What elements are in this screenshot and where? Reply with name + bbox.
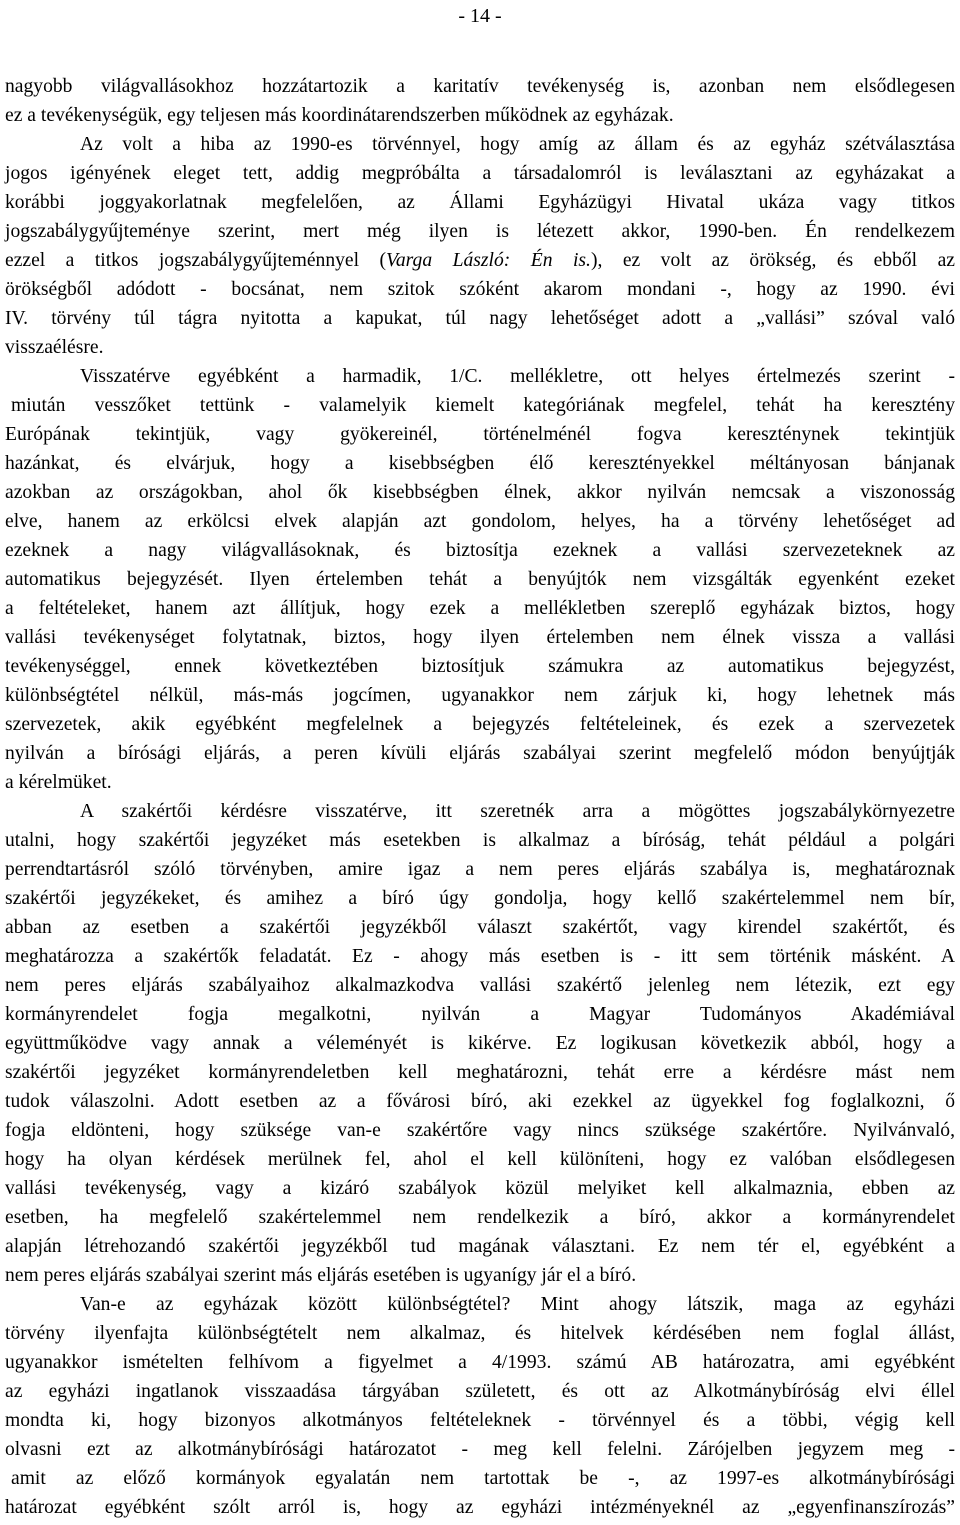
paragraph-3 <box>5 362 955 797</box>
text-line: határozat egyébként szólt arról is, hogy az egyházi intézményeknél az „egyenfinanszírozás” <box>5 1497 955 1518</box>
text-line: nyilván a bírósági eljárás, a peren kívüli eljárás szabályai szerint megfelelő módon benyújtják <box>5 743 955 764</box>
paragraph-4 <box>5 797 955 1290</box>
text-line: olvasni ezt az alkotmánybírósági határozatot - meg kell felelni. Zárójelben jegyzem meg - <box>5 1439 955 1460</box>
text-line: együttműködve vagy annak a véleményét is kikérve. Ez logikusan következik abból, hogy a <box>5 1033 955 1054</box>
text-line: fogja eldönteni, hogy szüksége van-e szakértőre vagy nincs szüksége szakértőre. Nyilvánvaló, <box>5 1120 955 1141</box>
text-line <box>5 246 955 275</box>
text-line: abban az esetben a szakértői jegyzékből választ szakértőt, vagy kirendel szakértőt, és <box>5 917 955 938</box>
text-line: a feltételeket, hanem azt állítjuk, hogy ezek a mellékletben szereplő egyházak biztos, hogy <box>5 598 955 619</box>
text-line: szakértői jegyzéket kormányrendeletben kell meghatározni, tehát erre a kérdésre mást nem <box>5 1062 955 1083</box>
text-line: amit az előző kormányok egyalatán nem tartottak be -, az 1997-es alkotmánybírósági <box>11 1468 955 1489</box>
text-line: Európának tekintjük, vagy gyökereinél, történelménél fogva kereszténynek tekintjük <box>5 424 955 445</box>
text-line: kormányrendelet fogja megalkotni, nyilván a Magyar Tudományos Akadémiával <box>5 1004 955 1025</box>
text-line: utalni, hogy szakértői jegyzéket más esetekben is alkalmaz a bíróság, tehát például a polgári <box>5 830 955 851</box>
text-line: jogszabálygyűjteménye szerint, mert még ilyen is létezett akkor, 1990-ben. Én rendelkezem <box>5 221 955 242</box>
paragraph-5 <box>5 1290 955 1522</box>
paragraph-2 <box>5 130 955 362</box>
text-run: ), ez volt az örökség, és ebből az <box>590 250 955 271</box>
text-line: szakértői jegyzékeket, és amihez a bíró úgy gondolja, hogy kellő szakértelemmel nem bír, <box>5 888 955 909</box>
text-line: nem peres eljárás szabályaihoz alkalmazkodva vallási szakértő jelenleg nem létezik, ezt egy <box>5 975 955 996</box>
text-line: Az volt a hiba az 1990-es törvénnyel, hogy amíg az állam és az egyház szétválasztása <box>80 134 955 155</box>
text-line: ez a tevékenységük, egy teljesen más koordinátarendszerben működnek az egyházak. <box>5 105 674 126</box>
document-body <box>5 72 955 1522</box>
text-line: szervezetek, akik egyébként megfelelnek a bejegyzés feltételeinek, és ezek a szervezetek <box>5 714 955 735</box>
text-line: meghatározza a szakértők feladatát. Ez - ahogy más esetben is - itt sem történik másként. A <box>5 946 955 967</box>
text-line: elve, hanem az erkölcsi elvek alapján azt gondolom, helyes, ha a törvény lehetőséget ad <box>5 511 955 532</box>
text-line: vallási tevékenységet folytatnak, biztos, hogy ilyen értelemben nem élnek vissza a vallási <box>5 627 955 648</box>
text-line: automatikus bejegyzését. Ilyen értelemben tehát a benyújtók nem vizsgálták egyenként ezeket <box>5 569 955 590</box>
text-line: korábbi joggyakorlatnak megfelelően, az Állami Egyházügyi Hivatal ukáza vagy titkos <box>5 192 955 213</box>
text-line: Visszatérve egyébként a harmadik, 1/C. mellékletre, ott helyes értelmezés szerint - <box>80 366 955 387</box>
text-line: ezeknek a nagy világvallásoknak, és biztosítja ezeknek a vallási szervezeteknek az <box>5 540 955 561</box>
text-line: különbségtétel nélkül, más-más jogcímen, ugyanakkor nem zárjuk ki, hogy lehetnek más <box>5 685 955 706</box>
text-line: törvény ilyenfajta különbségtételt nem alkalmaz, és hitelvek kérdésében nem foglal állást, <box>5 1323 955 1344</box>
text-line: Van-e az egyházak között különbségtétel? Mint ahogy látszik, maga az egyházi <box>80 1294 955 1315</box>
text-line: miután vesszőket tettünk - valamelyik kiemelt kategóriának megfelel, tehát ha keresztény <box>11 395 955 416</box>
text-line: hogy ha olyan kérdések merülnek fel, ahol el kell különíteni, hogy ez valóban elsődlegesen <box>5 1149 955 1170</box>
text-line: nem peres eljárás szabályai szerint más eljárás esetében is ugyanígy jár el a bíró. <box>5 1265 637 1286</box>
text-line: visszaélésre. <box>5 337 104 358</box>
text-line: IV. törvény túl tágra nyitotta a kapukat, túl nagy lehetőséget adott a „vallási” szóval való <box>5 308 955 329</box>
interjection-text: Varga László: Én is. <box>386 250 591 271</box>
text-line: ugyanakkor ismételten felhívom a figyelmet a 4/1993. számú AB határozatra, ami egyébként <box>5 1352 955 1373</box>
text-line: nagyobb világvallásokhoz hozzátartozik a karitatív tevékenység is, azonban nem elsődlegesen <box>5 76 955 97</box>
page-number: - 14 - <box>458 5 502 27</box>
text-line: alapján létrehozandó szakértői jegyzékből tud magának választani. Ez nem tér el, egyébként a <box>5 1236 955 1257</box>
text-line: mondta ki, hogy bizonyos alkotmányos feltételeknek - törvénnyel és a többi, végig kell <box>5 1410 955 1431</box>
paragraph-1 <box>5 72 955 130</box>
text-line: az egyházi ingatlanok visszaadása tárgyában született, és ott az Alkotmánybíróság elvi éllel <box>5 1381 955 1402</box>
text-line: vallási tevékenység, vagy a kizáró szabályok közül melyiket kell alkalmaznia, ebben az <box>5 1178 955 1199</box>
text-line: tevékenységgel, ennek következtében biztosítjuk számukra az automatikus bejegyzést, <box>5 656 955 677</box>
text-line: hazánkat, és elvárjuk, hogy a kisebbségben élő keresztényekkel méltányosan bánjanak <box>5 453 955 474</box>
text-line: azokban az országokban, ahol ők kisebbségben élnek, akkor nyilván nemcsak a viszonosság <box>5 482 955 503</box>
text-line: esetben, ha megfelelő szakértelemmel nem rendelkezik a bíró, akkor a kormányrendelet <box>5 1207 955 1228</box>
text-line: perrendtartásról szóló törvényben, amire igaz a nem peres eljárás szabálya is, meghatároznak <box>5 859 955 880</box>
text-line: a kérelmüket. <box>5 772 112 793</box>
text-line: örökségből adódott - bocsánat, nem szitok szóként akarom mondani -, hogy az 1990. évi <box>5 279 955 300</box>
text-line: jogos igényének eleget tett, addig megpróbálta a társadalomról is leválasztani az egyházakat a <box>5 163 955 184</box>
text-run: ezzel a titkos jogszabálygyűjteménnyel ( <box>5 250 387 271</box>
text-line: A szakértői kérdésre visszatérve, itt szeretnék arra a mögöttes jogszabálykörnyezetre <box>80 801 955 822</box>
text-line: tudok válaszolni. Adott esetben az a fővárosi bíró, aki ezekkel az ügyekkel fog foglalkozni, ő <box>5 1091 955 1112</box>
